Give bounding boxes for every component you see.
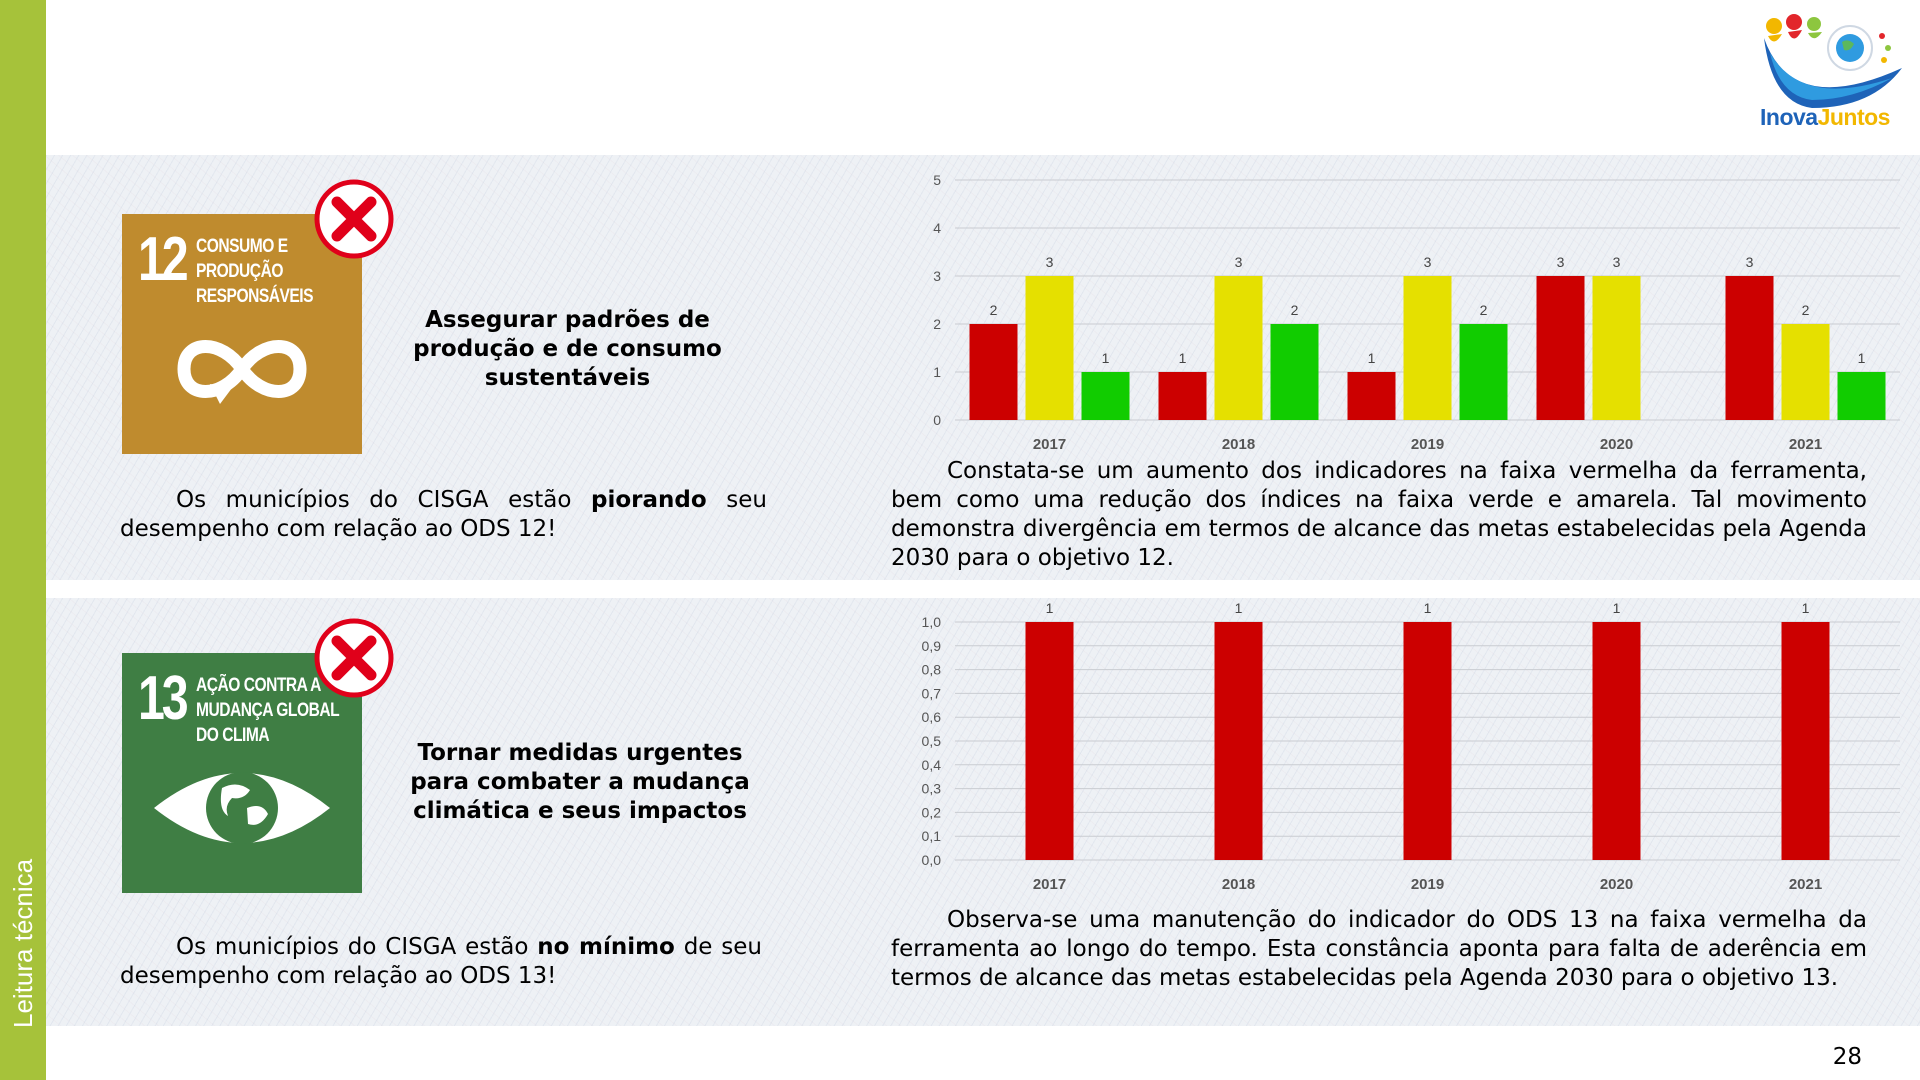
y-tick-label: 0,7 [921,685,941,702]
data-label: 3 [1045,254,1054,270]
y-tick-label: 0,3 [921,780,941,797]
bar [1537,276,1585,420]
logo-text: InovaJuntos [1760,104,1890,130]
sdg13-number: 13 [138,664,186,733]
bar [1026,622,1074,860]
sidebar [0,0,46,1080]
bar [1159,372,1207,420]
y-tick-label: 3 [933,268,941,284]
data-label: 1 [1045,602,1054,616]
sdg12-badge-title: CONSUMO E PRODUÇÃO RESPONSÁVEIS [196,236,314,307]
ods12-status: Os municípios do CISGA estão piorando seu desempenho com relação ao ODS 12! [120,487,767,542]
data-label: 3 [1423,254,1432,270]
bar [1838,372,1886,420]
sdg12-number: 12 [138,225,186,294]
x-tick-label: 2019 [1410,436,1445,453]
data-label: 1 [1612,602,1621,616]
y-tick-label: 0,1 [921,828,941,845]
x-tick-label: 2018 [1221,876,1256,893]
x-tick-label: 2021 [1788,436,1823,453]
ods12-goal-title: Assegurar padrões de produção e de consumo sustentáveis [413,307,722,391]
bar [1082,372,1130,420]
bar [1782,622,1830,860]
red-x-icon [313,617,395,699]
bar [970,324,1018,420]
x-tick-label: 2018 [1221,436,1256,453]
y-tick-label: 0,2 [921,804,941,821]
y-tick-label: 0,6 [921,709,941,726]
data-label: 2 [1479,302,1488,318]
page-number: 28 [1832,1044,1862,1070]
bar [1404,276,1452,420]
y-tick-label: 0 [933,412,941,428]
data-label: 3 [1612,254,1621,270]
ods12-chart [920,168,1910,458]
bar [1726,276,1774,420]
data-label: 3 [1556,254,1565,270]
y-tick-label: 1 [933,364,941,380]
data-label: 1 [1101,350,1110,366]
sidebar-label: Leitura técnica [8,858,38,1028]
data-label: 3 [1745,254,1754,270]
data-label: 3 [1234,254,1243,270]
bar [1348,372,1396,420]
x-tick-label: 2017 [1032,436,1067,453]
bar [1215,276,1263,420]
data-label: 1 [1367,350,1376,366]
ods13-description: Observa-se uma manutenção do indicador do ODS 13 na faixa vermelha da ferramenta ao longo do tempo. Esta constância aponta para falta de aderência em termos de alcance das metas estabelecidas pela Agenda 2030 para o objetivo 13. [891,907,1867,991]
bar [1404,622,1452,860]
bar [1782,324,1830,420]
y-tick-label: 0,4 [921,756,941,773]
ods12-description: Constata-se um aumento dos indicadores na faixa vermelha da ferramenta, bem como uma redução dos índices na faixa verde e amarela. Tal movimento demonstra divergência em termos de alcance das metas estabelecidas pela Agenda 2030 para o objetivo 12. [891,458,1867,571]
data-label: 1 [1423,602,1432,616]
x-tick-label: 2019 [1410,876,1445,893]
bar [1215,622,1263,860]
bar [1593,622,1641,860]
y-tick-label: 1,0 [921,614,941,630]
y-tick-label: 2 [933,316,941,332]
y-tick-label: 4 [933,220,941,236]
y-tick-label: 0,8 [921,661,941,678]
ods13-chart [920,602,1910,902]
y-tick-label: 0,0 [921,852,941,868]
ods13-status: Os municípios do CISGA estão no mínimo de seu desempenho com relação ao ODS 13! [120,934,763,989]
data-label: 1 [1801,602,1810,616]
eye-globe-icon [152,758,332,858]
y-tick-label: 0,9 [921,637,941,654]
x-tick-label: 2021 [1788,876,1823,893]
y-tick-label: 5 [933,172,941,188]
infinity-icon [162,324,322,414]
y-tick-label: 0,5 [921,733,941,749]
bar [1593,276,1641,420]
data-label: 2 [1290,302,1299,318]
bar [1271,324,1319,420]
bar [1026,276,1074,420]
data-label: 2 [1801,302,1810,318]
data-label: 1 [1857,350,1866,366]
data-label: 1 [1178,350,1187,366]
data-label: 1 [1234,602,1243,616]
data-label: 2 [989,302,998,318]
red-x-icon [313,178,395,260]
x-tick-label: 2020 [1599,876,1634,893]
bar [1460,324,1508,420]
x-tick-label: 2020 [1599,436,1634,453]
sdg13-badge-title: AÇÃO CONTRA A MUDANÇA GLOBAL DO CLIMA [196,675,340,746]
ods13-goal-title: Tornar medidas urgentes para combater a mudança climática e seus impactos [410,740,750,824]
x-tick-label: 2017 [1032,876,1067,893]
